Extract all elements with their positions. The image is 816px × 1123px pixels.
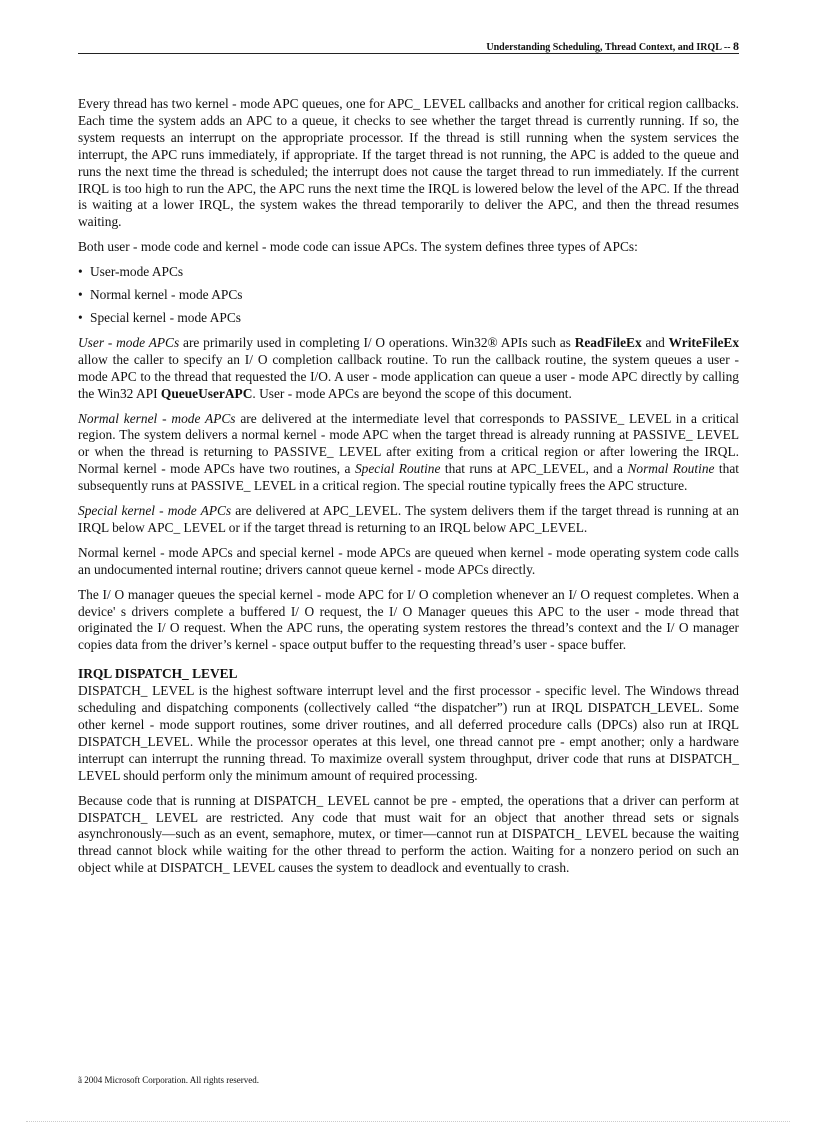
paragraph: Every thread has two kernel - mode APC queues, one for APC_ LEVEL callbacks and another for critical region callbacks. Each time the system adds an APC to a queue, it checks to see whether the target thread is currently running. If so, the system requests an interrupt on the appropriate processor. If the thread is still running when the system services the interrupt, the APC runs immediately, if appropriate. If the target thread is not running, the APC is added to the queue and runs the next time the thread is scheduled; the interrupt does not cause the target thread to run immediately. If the current IRQL is too high to run the APC, the APC runs the next time the IRQL is lowered below the level of the APC. If the thread is waiting at a lower IRQL, the system wakes the thread temporarily to deliver the APC, and then the thread resumes waiting. (78, 96, 739, 230)
term-special-kernel-apcs: Special kernel - mode APCs (78, 503, 232, 519)
paragraph-user-mode-apcs: User - mode APCs are primarily used in completing I/ O operations. Win32® APIs such as ReadFileEx and WriteFileEx allow the caller to specify an I/ O completion callback routine. To run the callback routine, the system queues a user - mode APC to the thread that requested the I/O. A user - mode application can queue a user - mode APC directly by calling the Win32 API QueueUserAPC. User - mode APCs are beyond the scope of this document. (78, 334, 740, 401)
copyright-footer: ã 2004 Microsoft Corporation. All rights reserved. (78, 1075, 259, 1085)
paragraph: Normal kernel - mode APCs and special kernel - mode APCs are queued when kernel - mode operating system code calls an undocumented internal routine; drivers cannot queue kernel - mode APCs directly. (78, 544, 739, 577)
section-heading: IRQL DISPATCH_ LEVEL (78, 666, 238, 682)
paragraph-special-kernel-apcs: Special kernel - mode APCs are delivered at APC_LEVEL. The system delivers them if the target thread is running at an IRQL below APC_ LEVEL or if the target thread is returning to an IRQL below APC_LEVEL. (78, 503, 739, 535)
paragraph: Because code that is running at DISPATCH_ LEVEL cannot be pre - empted, the operations that a driver can perform at DISPATCH_ LEVEL are restricted. Any code that must wait for an object that another thread sets or signals asynchronously—such as an event, semaphore, mutex, or timer—cannot run at DISPATCH_ LEVEL because the waiting thread cannot block while waiting for the other thread to perform the action. Waiting for a nonzero period on such an object while at DISPATCH_ LEVEL causes the system to deadlock and eventually to crash. (78, 792, 739, 876)
header-title: Understanding Scheduling, Thread Context, and IRQL -- (486, 42, 731, 53)
list-item: • User-mode APCs (78, 264, 739, 281)
paragraph: The I/ O manager queues the special kernel - mode APC for I/ O completion whenever an I/ O request completes. When a device' s drivers complete a buffered I/ O request, the I/ O Manager queues this APC to the user - mode thread that originated the I/ O request. When the APC runs, the operating system restores the thread’s context and the I/ O manager copies data from the driver’s kernel - space output buffer to the requesting thread’s user - space buffer. (78, 586, 739, 653)
paragraph: Both user - mode code and kernel - mode code can issue APCs. The system defines three types of APCs: (78, 239, 638, 255)
term-normal-kernel-apcs: Normal kernel - mode APCs (78, 410, 236, 426)
apc-type-list (78, 264, 739, 327)
term-special-routine: Special Routine (354, 461, 441, 477)
page-header (486, 39, 739, 54)
term-user-mode-apcs: User - mode APCs (78, 334, 180, 350)
term-normal-routine: Normal Routine (627, 461, 715, 477)
header-divider (78, 53, 739, 54)
list-item: • Normal kernel - mode APCs (78, 287, 739, 304)
page-number: 8 (733, 39, 739, 53)
page-bottom-divider (26, 1121, 790, 1122)
list-item: • Special kernel - mode APCs (78, 310, 739, 327)
paragraph: DISPATCH_ LEVEL is the highest software interrupt level and the first processor - specific level. The Windows thread scheduling and dispatching components (collectively called “the dispatcher”) run at IRQL DISPATCH_LEVEL. Some other kernel - mode support routines, some driver routines, and all deferred procedure calls (DPCs) also run at IRQL DISPATCH_LEVEL. While the processor operates at this level, one thread cannot pre - empt another; only a hardware interrupt can interrupt the running thread. To maximize overall system throughput, driver code that runs at DISPATCH_ LEVEL should perform only the minimum amount of required processing. (78, 683, 739, 783)
api-writefileex: WriteFileEx (668, 334, 740, 350)
document-body (78, 96, 739, 885)
paragraph-normal-kernel-apcs: Normal kernel - mode APCs are delivered at the intermediate level that corresponds to PASSIVE_ LEVEL in a critical region. The system delivers a normal kernel - mode APC when the target thread is already running at PASSIVE_ LEVEL or when the thread is returning to PASSIVE_ LEVEL after exiting from a critical region or after lowering the IRQL. Normal kernel - mode APCs have two routines, a Special Routine that runs at APC_LEVEL, and a Normal Routine that subsequently runs at PASSIVE_ LEVEL in a critical region. The special routine typically frees the APC structure. (78, 410, 739, 494)
api-queueuserapc: QueueUserAPC (160, 385, 253, 401)
api-readfileex: ReadFileEx (574, 334, 642, 350)
